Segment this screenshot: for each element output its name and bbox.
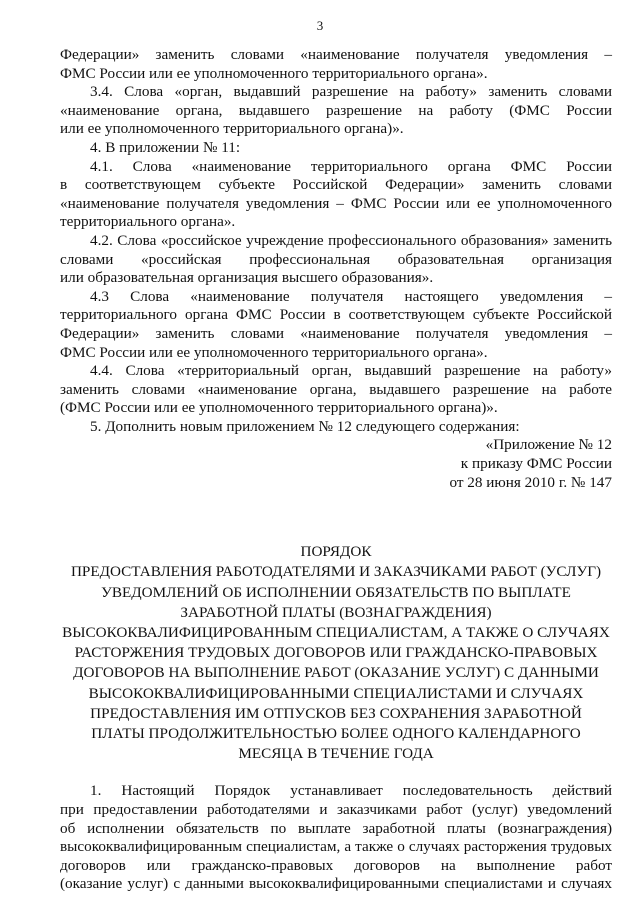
text-line: заменить словами «наименование органа, выдавшего разрешение на работе (60, 380, 612, 398)
title-line: ПОРЯДОК (300, 543, 372, 561)
title-line: ВЫСОКОКВАЛИФИЦИРОВАННЫМ СПЕЦИАЛИСТАМ, А ТАКЖЕ О СЛУЧАЯХ (62, 624, 610, 642)
title-line: РАСТОРЖЕНИЯ ТРУДОВЫХ ДОГОВОРОВ ИЛИ ГРАЖДАНСКО-ПРАВОВЫХ (74, 644, 598, 662)
title-line: МЕСЯЦА В ТЕЧЕНИЕ ГОДА (238, 745, 434, 763)
paragraph (60, 288, 612, 362)
text-line: 1. Настоящий Порядок устанавливает последовательность действий (90, 782, 612, 800)
text-line: словами «российская профессиональная образовательная организация (60, 250, 612, 268)
text-line: Федерации» заменить словами «наименование получателя уведомления – (60, 46, 612, 63)
text-line: (оказание услуг) с данными высококвалифицированными специалистами и случаях (60, 875, 612, 893)
title-line: ДОГОВОРОВ НА ВЫПОЛНЕНИЕ РАБОТ (ОКАЗАНИЕ УСЛУГ) С ДАННЫМИ (73, 664, 599, 682)
text-line: или ее уполномоченного территориального органа)». (60, 120, 404, 138)
title-line: УВЕДОМЛЕНИЙ ОБ ИСПОЛНЕНИИ ОБЯЗАТЕЛЬСТВ ПО ВЫПЛАТЕ (101, 583, 571, 601)
title-line: ВЫСОКОКВАЛИФИЦИРОВАННЫМИ СПЕЦИАЛИСТАМИ И СЛУЧАЯХ (88, 684, 584, 702)
paragraph (60, 46, 612, 83)
text-line: 4. В приложении № 11: (90, 138, 241, 156)
page-number: 3 (316, 18, 324, 33)
text-line: 4.1. Слова «наименование территориального органа ФМС России (90, 157, 612, 175)
text-line: в соответствующем субъекте Российской Федерации» заменить словами (60, 176, 612, 194)
text-line: ФМС России или ее уполномоченного территориального органа». (60, 343, 488, 361)
text-line: высококвалифицированным специалистам, а также о случаях расторжения трудовых (60, 838, 612, 856)
text-line: Федерации» заменить словами «наименование получателя уведомления – (60, 324, 612, 342)
appendix-line: от 28 июня 2010 г. № 147 (449, 473, 612, 491)
text-line: договоров или гражданско-правовых договоров на выполнение работ (60, 856, 612, 874)
title-line: ЗАРАБОТНОЙ ПЛАТЫ (ВОЗНАГРАЖДЕНИЯ) (180, 603, 492, 621)
appendix-reference (60, 436, 612, 492)
paragraph (60, 418, 612, 437)
text-line: ФМС России или ее уполномоченного территориального органа». (60, 64, 488, 82)
paragraph (60, 139, 612, 158)
paragraph (60, 362, 612, 418)
document-title (60, 542, 612, 764)
text-line: 4.2. Слова «российское учреждение профессионального образования» заменить (90, 231, 612, 249)
text-line: «наименование органа, выдавшего разрешение на работу (ФМС России (60, 101, 612, 119)
appendix-line: «Приложение № 12 (485, 436, 612, 454)
text-line: (ФМС России или ее уполномоченного территориального органа)». (60, 399, 498, 417)
paragraph (60, 232, 612, 288)
text-line: 4.3 Слова «наименование получателя настоящего уведомления – (90, 287, 612, 305)
text-line: «наименование получателя уведомления – ФМС России или ее уполномоченного (60, 194, 612, 212)
paragraph (60, 83, 612, 139)
text-line: 4.4. Слова «территориальный орган, выдавший разрешение на работу» (90, 362, 612, 380)
text-line: 5. Дополнить новым приложением № 12 следующего содержания: (90, 417, 520, 435)
text-line: территориального органа ФМС России в соответствующем субъекте Российской (60, 306, 612, 324)
paragraph (60, 782, 612, 894)
text-line: или образовательная организация высшего образования». (60, 269, 434, 287)
text-line: при предоставлении работодателями и заказчиками работ (услуг) уведомлений (60, 801, 612, 819)
document-body (60, 46, 612, 894)
title-line: ПЛАТЫ ПРОДОЛЖИТЕЛЬНОСТЬЮ БОЛЕЕ ОДНОГО КАЛЕНДАРНОГО (91, 725, 581, 743)
appendix-line: к приказу ФМС России (460, 455, 612, 473)
title-line: ПРЕДОСТАВЛЕНИЯ РАБОТОДАТЕЛЯМИ И ЗАКАЗЧИКАМИ РАБОТ (УСЛУГ) (70, 563, 602, 581)
text-line: территориального органа». (60, 213, 236, 231)
text-line: 3.4. Слова «орган, выдавший разрешение на работу» заменить словами (90, 83, 612, 101)
text-line: об исполнении обязательств по выплате заработной платы (вознаграждения) (60, 819, 612, 837)
title-line: ПРЕДОСТАВЛЕНИЯ ИМ ОТПУСКОВ БЕЗ СОХРАНЕНИЯ ЗАРАБОТНОЙ (90, 704, 582, 722)
paragraph (60, 158, 612, 232)
